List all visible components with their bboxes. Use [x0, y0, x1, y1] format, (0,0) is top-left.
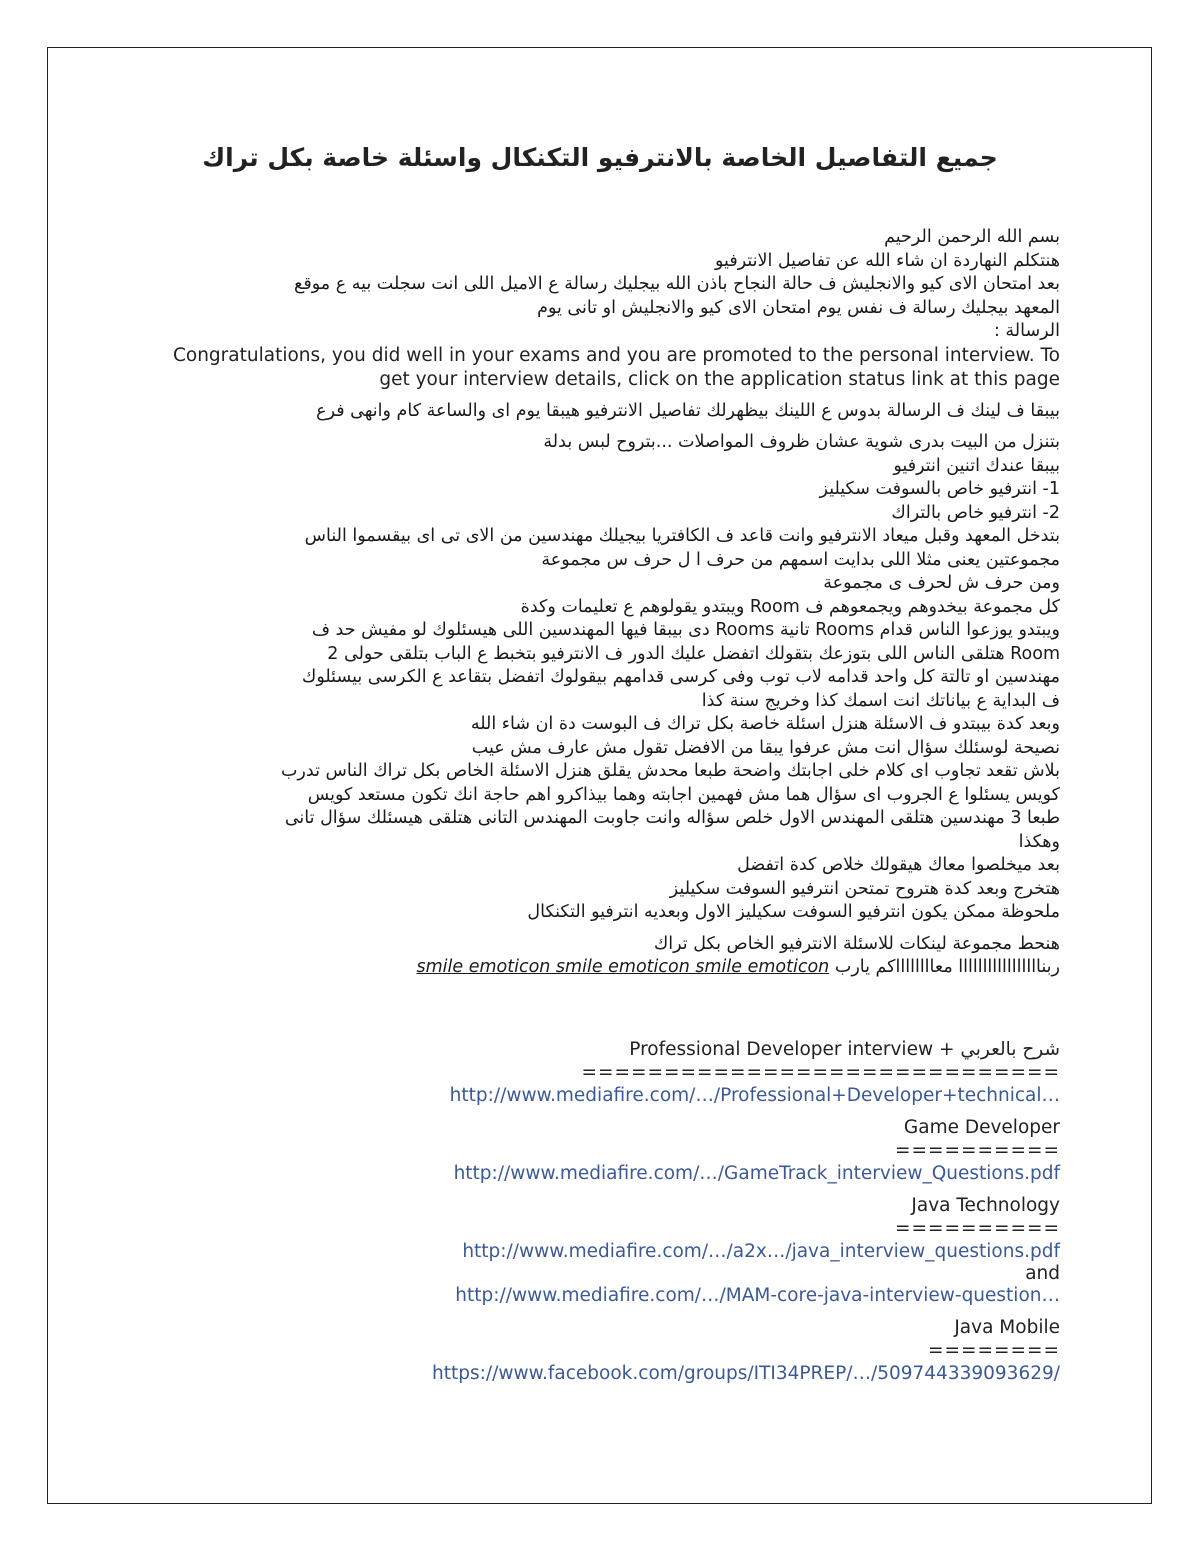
link-java-mobile[interactable]: https://www.facebook.com/groups/ITI34PREP/…/509744339093629/ — [432, 1363, 1060, 1384]
text-line: بلاش تقعد تجاوب اى كلام خلى اجابتك واضحة طبعا محدش يقلق هنزل الاسئلة الخاص بكل تراك الناس تدرب — [280, 761, 1060, 781]
text-line: ف البداية ع بياناتك انت اسمك كذا وخريج سنة كذا — [701, 690, 1060, 711]
prayer-line — [130, 956, 1060, 980]
text-line: 2- انترفيو خاص بالتراك — [891, 502, 1060, 523]
text-line: طبعا 3 مهندسين هتلقى المهندس الاول خلص سؤاله وانت جاوبت المهندس التانى هتلقى هيسئلك سؤال تانى — [284, 808, 1060, 828]
text-line: ويبتدو يوزعوا الناس قدام Rooms تانية Rooms دى بيبقا فيها المهندسين اللى هيسئلوك لو مفيش حد ف — [311, 620, 1060, 640]
text-line: ملحوظة ممكن يكون انترفيو السوفت سكيليز الاول وبعديه انترفيو التكنكال — [527, 902, 1060, 922]
text-line: مهندسين او تالتة كل واحد قدامه لاب توب وفى كرسى قدامهم بيقولوك اتفضل بتقاعد ع الكرسى بيسئلوك — [301, 667, 1060, 687]
section-rule: ========== — [894, 1140, 1060, 1161]
text-line: هتخرج وبعد كدة هتروح تمتحن انترفيو السوفت سكيليز — [669, 878, 1060, 899]
section-rule: ========== — [894, 1218, 1060, 1239]
text-line: الرسالة : — [993, 321, 1060, 341]
section-rule: ======== — [927, 1340, 1060, 1361]
text-line: كل مجموعة بيخدوهم ويجمعوهم ف Room ويبتدو يقولوهم ع تعليمات وكدة — [520, 596, 1060, 617]
text-line: وبعد كدة بيبتدو ف الاسئلة هنزل اسئلة خاصة بكل تراك ف البوست دة ان شاء الله — [470, 714, 1060, 734]
smile-emoticons: smile emoticon smile emoticon smile emoticon — [416, 957, 830, 977]
text-line: كويس يسئلوا ع الجروب اى سؤال هما مش فهمين اجابته وهما بيذاكرو اهم حاجة انك تكون مستعد كويس — [307, 784, 1060, 805]
link-java-technology[interactable]: http://www.mediafire.com/…/a2x…/java_interview_questions.pdf — [462, 1241, 1060, 1262]
text-line: بتدخل المعهد وقبل ميعاد الانترفيو وانت قاعد ف الكافتريا بيجيلك مهندسين من الاى تى اى بيقسموا الناس — [304, 526, 1060, 546]
prayer-text: ربنااااااااااااااااا معااااااااكم يارب — [834, 957, 1060, 977]
text-line: Room هتلقى الناس اللى بتوزعك بتقولك اتفضل عليك الدور ف الانترفيو بتخبط ع الباب بتلقى حولى 2 — [327, 643, 1060, 664]
document-body — [130, 226, 1060, 980]
text-line: 1- انترفيو خاص بالسوفت سكيليز — [819, 479, 1060, 499]
text-line: المعهد بيجليك رسالة ف نفس يوم امتحان الاى كيو والانجليش او تانى يوم — [537, 297, 1060, 318]
section-rule: ============================= — [581, 1062, 1060, 1083]
text-line: نصيحة لوسئلك سؤال انت مش عرفوا يبقا من الافضل تقول مش عارف مش عيب — [471, 737, 1060, 758]
text-line: بعد ميخلصوا معاك هيقولك خلاص كدة اتفضل — [737, 855, 1060, 875]
section-heading-game: Game Developer — [903, 1117, 1060, 1138]
and-joiner: and — [1025, 1263, 1060, 1284]
text-line: بيبقا ف لينك ف الرسالة بدوس ع اللينك بيظهرلك تفاصيل الانترفيو هيبقا يوم اى والساعة كام وانهى فرع — [316, 400, 1060, 421]
text-line: بعد امتحان الاى كيو والانجليش ف حالة النجاح باذن الله بيجليك رسالة ع الاميل اللى انت سجلت بيه ع موقع — [294, 274, 1060, 294]
links-section — [140, 1032, 1060, 1394]
section-heading-java-mobile: Java Mobile — [954, 1317, 1060, 1338]
text-line: بتنزل من البيت بدرى شوية عشان ظروف المواصلات ...بتروح لبس بدلة — [543, 432, 1060, 452]
document-title: جميع التفاصيل الخاصة بالانترفيو التكنكال واسئلة خاصة بكل تراك — [202, 143, 998, 172]
text-line: وهكذا — [1018, 831, 1060, 852]
links-intro: هنحط مجموعة لينكات للاسئلة الانترفيو الخاص بكل تراك — [653, 933, 1060, 954]
link-game-developer[interactable]: http://www.mediafire.com/…/GameTrack_interview_Questions.pdf — [453, 1163, 1060, 1184]
section-heading-java-technology: Java Technology — [911, 1195, 1060, 1216]
section-heading-professional: Professional Developer interview + شرح بالعربي — [629, 1039, 1060, 1060]
text-line: ومن حرف ش لحرف ى مجموعة — [823, 573, 1060, 593]
text-line: بيبقا عندك اتنين انترفيو — [893, 455, 1060, 476]
link-java-core[interactable]: http://www.mediafire.com/…/MAM-core-java-interview-question… — [455, 1285, 1060, 1306]
main-text-block — [130, 431, 1060, 925]
text-line: هنتكلم النهاردة ان شاء الله عن تفاصيل الانترفيو — [715, 250, 1060, 271]
link-professional-developer[interactable]: http://www.mediafire.com/…/Professional+Developer+technical… — [449, 1085, 1060, 1106]
english-message: Congratulations, you did well in your exams and you are promoted to the personal interview. To get your interview details, click on the application status link at this page — [172, 344, 1060, 390]
text-line: مجموعتين يعنى مثلا اللى بدايت اسمهم من حرف ا ل حرف س مجموعة — [541, 549, 1060, 570]
text-line: بسم الله الرحمن الرحيم — [884, 227, 1060, 247]
